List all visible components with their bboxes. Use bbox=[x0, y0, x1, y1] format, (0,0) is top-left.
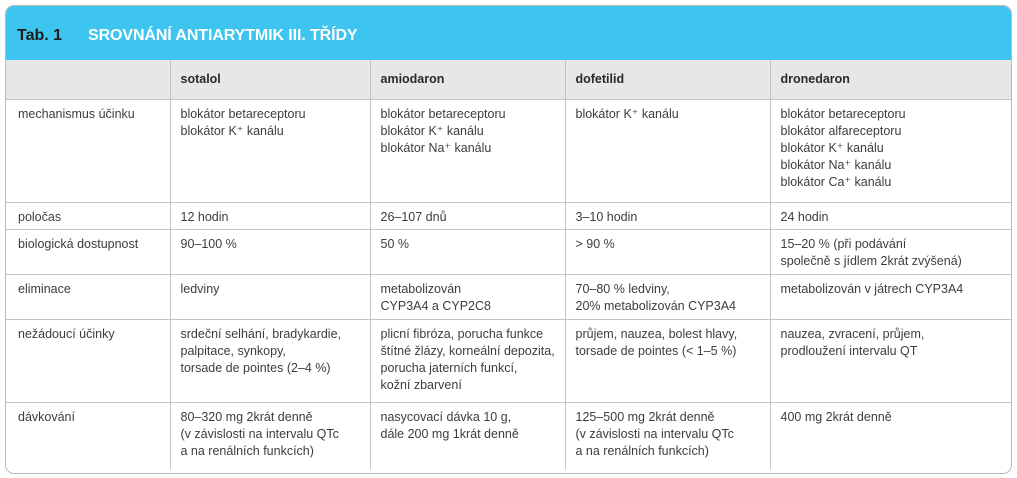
row-label: mechanismus účinku bbox=[18, 107, 135, 121]
cell-text-line: CYP3A4 a CYP2C8 bbox=[380, 299, 491, 313]
row-label: biologická dostupnost bbox=[18, 237, 139, 251]
column-header-label: sotalol bbox=[180, 72, 221, 86]
bioavailability-dronedaron-cell bbox=[770, 230, 1011, 275]
cell-text-line: a na renálních funkcích) bbox=[575, 444, 709, 458]
cell-text-line: palpitace, synkopy, bbox=[180, 344, 286, 358]
row-label-cell bbox=[6, 203, 170, 230]
half-life-dronedaron-cell bbox=[770, 203, 1011, 230]
cell-text-line: 26–107 dnů bbox=[380, 210, 447, 224]
cell-text-line: průjem, nauzea, bolest hlavy, bbox=[575, 327, 738, 341]
cell-text-line: a na renálních funkcích) bbox=[180, 444, 314, 458]
table-title: SROVNÁNÍ ANTIARYTMIK III. TŘÍDY bbox=[88, 27, 358, 44]
cell-text-line: blokátor Na⁺ kanálu bbox=[380, 141, 492, 155]
mechanism-dronedaron-cell bbox=[770, 100, 1011, 203]
half-life-sotalol-cell bbox=[170, 203, 370, 230]
half-life-amiodaron-cell bbox=[370, 203, 565, 230]
mechanism-dofetilid-cell bbox=[565, 100, 770, 203]
adverse-effects-dofetilid-cell bbox=[565, 320, 770, 403]
row-label: dávkování bbox=[18, 410, 75, 424]
elimination-dronedaron-cell bbox=[770, 275, 1011, 320]
elimination-sotalol-cell bbox=[170, 275, 370, 320]
cell-text-line: (v závislosti na intervalu QTc bbox=[575, 427, 734, 441]
dosing-sotalol-cell bbox=[170, 403, 370, 470]
cell-text-line: 90–100 % bbox=[180, 237, 237, 251]
column-header-amiodaron bbox=[370, 60, 565, 100]
column-header-label: dronedaron bbox=[780, 72, 850, 86]
table-row-mechanism bbox=[6, 100, 1011, 203]
adverse-effects-amiodaron-cell bbox=[370, 320, 565, 403]
cell-text-line: dále 200 mg 1krát denně bbox=[380, 427, 519, 441]
dosing-dofetilid-cell bbox=[565, 403, 770, 470]
cell-text-line: metabolizován bbox=[380, 282, 462, 296]
column-header-sotalol bbox=[170, 60, 370, 100]
cell-text-line: blokátor alfareceptoru bbox=[780, 124, 902, 138]
row-label: eliminace bbox=[18, 282, 71, 296]
cell-text-line: 125–500 mg 2krát denně bbox=[575, 410, 715, 424]
cell-text-line: porucha jaterních funkcí, bbox=[380, 361, 518, 375]
row-label-cell bbox=[6, 275, 170, 320]
cell-text-line: blokátor betareceptoru bbox=[180, 107, 306, 121]
table-row-elimination bbox=[6, 275, 1011, 320]
cell-text-line: nauzea, zvracení, průjem, bbox=[780, 327, 925, 341]
cell-text-line: 400 mg 2krát denně bbox=[780, 410, 892, 424]
cell-text-line: ledviny bbox=[180, 282, 220, 296]
bioavailability-amiodaron-cell bbox=[370, 230, 565, 275]
cell-text-line: plicní fibróza, porucha funkce bbox=[380, 327, 544, 341]
column-header-dronedaron bbox=[770, 60, 1011, 100]
row-label-cell bbox=[6, 403, 170, 470]
cell-text-line: blokátor K⁺ kanálu bbox=[780, 141, 884, 155]
table-title-bar bbox=[6, 6, 1011, 60]
cell-text-line: torsade de pointes (< 1–5 %) bbox=[575, 344, 737, 358]
cell-text-line: 70–80 % ledviny, bbox=[575, 282, 670, 296]
bioavailability-sotalol-cell bbox=[170, 230, 370, 275]
adverse-effects-dronedaron-cell bbox=[770, 320, 1011, 403]
half-life-dofetilid-cell bbox=[565, 203, 770, 230]
column-header-dofetilid bbox=[565, 60, 770, 100]
cell-text-line: blokátor K⁺ kanálu bbox=[380, 124, 484, 138]
row-label: nežádoucí účinky bbox=[18, 327, 115, 341]
cell-text-line: 3–10 hodin bbox=[575, 210, 638, 224]
cell-text-line: 15–20 % (při podávání bbox=[780, 237, 907, 251]
cell-text-line: nasycovací dávka 10 g, bbox=[380, 410, 512, 424]
mechanism-amiodaron-cell bbox=[370, 100, 565, 203]
table-row-half-life bbox=[6, 203, 1011, 230]
cell-text-line: blokátor betareceptoru bbox=[380, 107, 506, 121]
dosing-amiodaron-cell bbox=[370, 403, 565, 470]
table-row-bioavailability bbox=[6, 230, 1011, 275]
elimination-dofetilid-cell bbox=[565, 275, 770, 320]
cell-text-line: blokátor Ca⁺ kanálu bbox=[780, 175, 892, 189]
cell-text-line: torsade de pointes (2–4 %) bbox=[180, 361, 331, 375]
cell-text-line: metabolizován v játrech CYP3A4 bbox=[780, 282, 964, 296]
table-number: Tab. 1 bbox=[17, 27, 63, 44]
cell-text-line: 80–320 mg 2krát denně bbox=[180, 410, 313, 424]
table-header-row bbox=[6, 60, 1011, 100]
cell-text-line: blokátor K⁺ kanálu bbox=[575, 107, 679, 121]
cell-text-line: 20% metabolizován CYP3A4 bbox=[575, 299, 737, 313]
cell-text-line: 12 hodin bbox=[180, 210, 229, 224]
mechanism-sotalol-cell bbox=[170, 100, 370, 203]
row-label-header bbox=[6, 60, 170, 100]
cell-text-line: 24 hodin bbox=[780, 210, 829, 224]
cell-text-line: kožní zbarvení bbox=[380, 378, 462, 392]
table-frame bbox=[5, 5, 1012, 474]
row-label-cell bbox=[6, 100, 170, 203]
bioavailability-dofetilid-cell bbox=[565, 230, 770, 275]
table-row-adverse-effects bbox=[6, 320, 1011, 403]
adverse-effects-sotalol-cell bbox=[170, 320, 370, 403]
cell-text-line: prodloužení intervalu QT bbox=[780, 344, 918, 358]
cell-text-line: blokátor betareceptoru bbox=[780, 107, 906, 121]
cell-text-line: blokátor K⁺ kanálu bbox=[180, 124, 284, 138]
dosing-dronedaron-cell bbox=[770, 403, 1011, 470]
elimination-amiodaron-cell bbox=[370, 275, 565, 320]
row-label-cell bbox=[6, 230, 170, 275]
column-header-label: amiodaron bbox=[380, 72, 445, 86]
cell-text-line: štítné žlázy, korneální depozita, bbox=[380, 344, 555, 358]
row-label-cell bbox=[6, 320, 170, 403]
cell-text-line: srdeční selhání, bradykardie, bbox=[180, 327, 342, 341]
cell-text-line: 50 % bbox=[380, 237, 409, 251]
cell-text-line: společně s jídlem 2krát zvýšená) bbox=[780, 254, 962, 268]
row-label: poločas bbox=[18, 210, 62, 224]
cell-text-line: (v závislosti na intervalu QTc bbox=[180, 427, 339, 441]
cell-text-line: blokátor Na⁺ kanálu bbox=[780, 158, 892, 172]
comparison-table bbox=[6, 60, 1011, 469]
column-header-label: dofetilid bbox=[575, 72, 625, 86]
cell-text-line: > 90 % bbox=[575, 237, 615, 251]
table-row-dosing bbox=[6, 403, 1011, 470]
